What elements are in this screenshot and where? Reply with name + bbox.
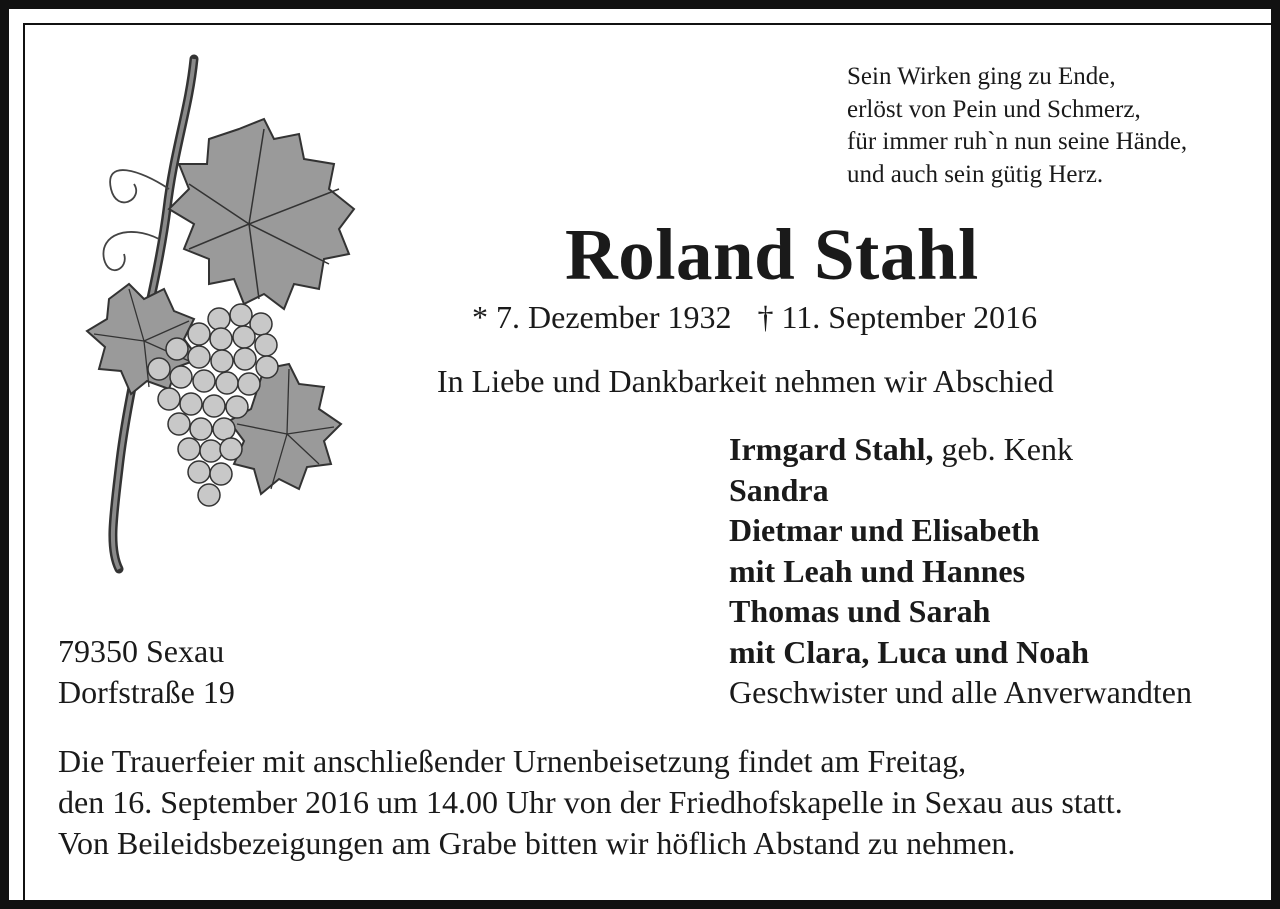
death-date: † 11. September 2016 [757,299,1038,335]
birth-date: * 7. Dezember 1932 [472,299,732,335]
mourner-line: Dietmar und Elisabeth [729,512,1040,548]
deceased-name: Roland Stahl [565,214,979,295]
address-street: Dorfstraße 19 [58,673,235,710]
poem-line: Sein Wirken ging zu Ende, [847,63,1116,90]
service-info [58,741,1123,864]
mourner-line: Geschwister und alle Anverwandten [729,674,1192,710]
poem-line: erlöst von Pein und Schmerz, [847,95,1141,123]
mourner-name: Irmgard Stahl, [729,431,934,467]
service-line: Die Trauerfeier mit anschließender Urnenbeisetzung findet am Freitag, [58,743,967,779]
mourner-line [729,429,1192,470]
mourner-line: Sandra [729,471,829,508]
poem-line: für immer ruh`n nun seine Hände, [847,128,1188,155]
mourner-maiden-name: geb. Kenk [933,431,1073,467]
service-line: Von Beileidsbezeigungen am Grabe bitten wir höflich Abstand zu nehmen. [58,825,1016,861]
address-block [58,631,235,712]
poem-line: und auch sein gütig Herz. [847,160,1104,188]
mourner-line: mit Clara, Luca und Noah [729,633,1090,670]
grapevine-icon [49,49,369,579]
mourner-line: mit Leah und Hannes [729,552,1026,589]
farewell-line: In Liebe und Dankbarkeit nehmen wir Abschied [437,363,1054,399]
mourners-list [729,429,1192,713]
service-line: den 16. September 2016 um 14.00 Uhr von der Friedhofskapelle in Sexau aus statt. [58,784,1123,820]
mourner-line: Thomas und Sarah [729,593,991,629]
address-city: 79350 Sexau [58,633,225,669]
life-dates [472,297,1037,337]
poem [847,61,1187,191]
